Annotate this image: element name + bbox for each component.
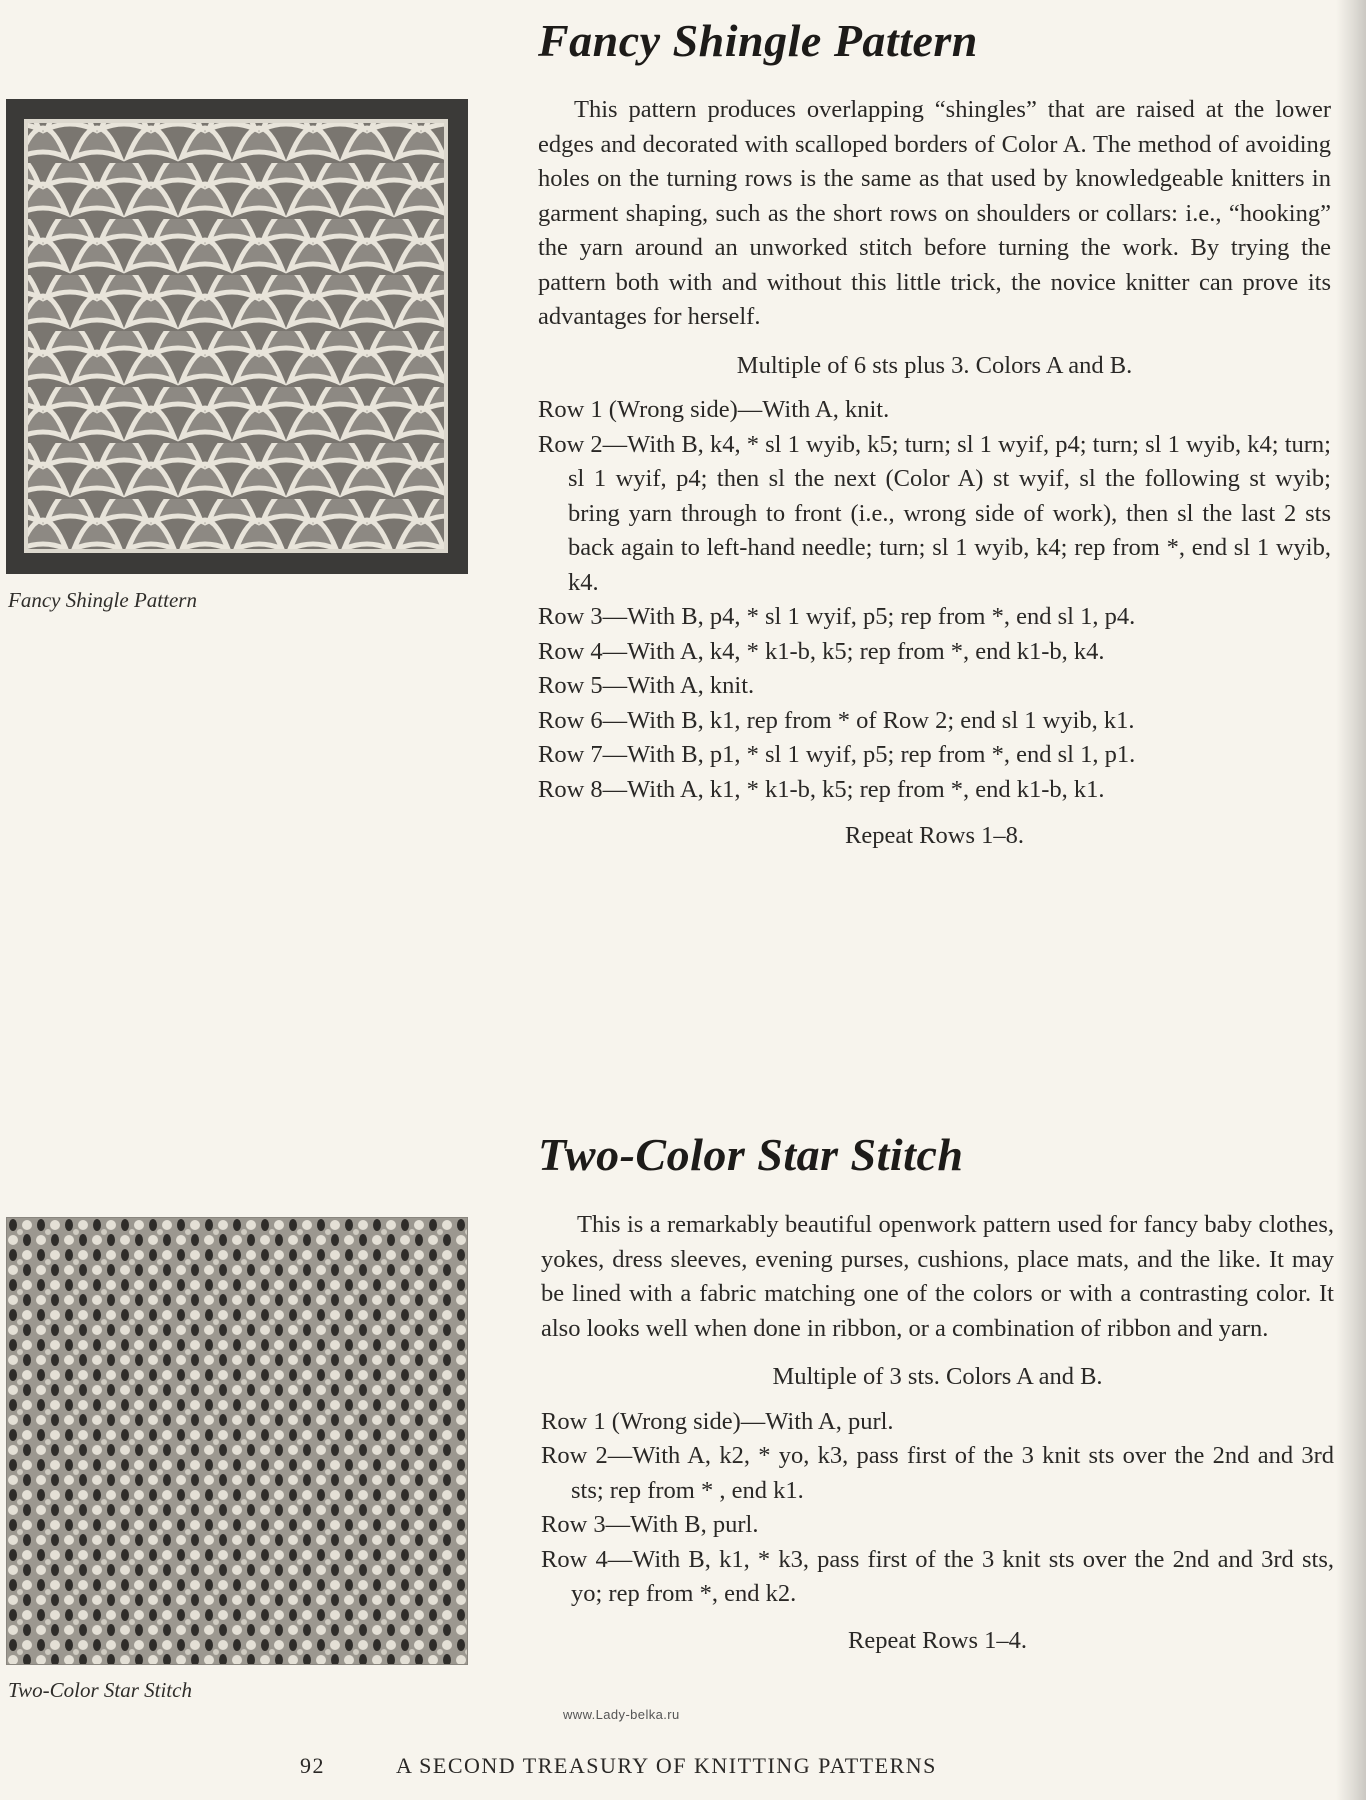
caption-two-color-star: Two-Color Star Stitch <box>8 1678 192 1702</box>
instruction-row: Row 4—With B, k1, * k3, pass first of the 3 knit sts over the 2nd and 3rd sts, yo; rep from *, end k2. <box>541 1545 1334 1607</box>
section-title-two-color-star: Two-Color Star Stitch <box>538 1129 964 1180</box>
instruction-row: Row 1 (Wrong side)—With A, purl. <box>541 1407 894 1435</box>
multiple-line: Multiple of 6 sts plus 3. Colors A and B. <box>736 351 1133 379</box>
instruction-row: Row 4—With A, k4, * k1-b, k5; rep from *, end k1-b, k4. <box>538 637 1105 665</box>
book-title: A SECOND TREASURY OF KNITTING PATTERNS <box>396 1753 937 1778</box>
page-edge-shadow <box>1336 0 1366 1800</box>
instruction-row: Row 6—With B, k1, rep from * of Row 2; end sl 1 wyib, k1. <box>538 706 1135 734</box>
intro-paragraph: This pattern produces overlapping “shingles” that are raised at the lower edges and decorated with scalloped borders of Color A. The method of avoiding holes on the turning rows is the same as that used by knowledgeable knitters in garment shaping, such as the short rows on shoulders or collars: i.e., “hooking” the yarn around an unworked stitch before turning the work. By trying the pattern both with and without this little trick, the novice knitter can prove its advantages for herself. <box>538 96 1331 330</box>
instruction-row: Row 5—With A, knit. <box>538 672 755 699</box>
section-body-fancy-shingle <box>538 93 1331 854</box>
instruction-rows <box>541 1405 1334 1612</box>
instruction-row: Row 3—With B, purl. <box>541 1511 759 1538</box>
repeat-line: Repeat Rows 1–4. <box>848 1626 1027 1654</box>
photo-fancy-shingle-swatch <box>6 99 468 574</box>
multiple-line: Multiple of 3 sts. Colors A and B. <box>772 1363 1103 1390</box>
instruction-row: Row 3—With B, p4, * sl 1 wyif, p5; rep from *, end sl 1, p4. <box>538 603 1136 630</box>
repeat-line: Repeat Rows 1–8. <box>845 822 1024 849</box>
intro-paragraph: This is a remarkably beautiful openwork pattern used for fancy baby clothes, yokes, dress sleeves, evening purses, cushions, place mats, and the like. It may be lined with a fabric matching one of the colors or with a contrasting color. It also looks well when done in ribbon, or a combination of ribbon and yarn. <box>541 1211 1334 1342</box>
section-title-fancy-shingle: Fancy Shingle Pattern <box>538 15 978 66</box>
section-body-two-color-star <box>541 1208 1334 1658</box>
instruction-row: Row 1 (Wrong side)—With A, knit. <box>538 396 890 423</box>
instruction-row: Row 2—With B, k4, * sl 1 wyib, k5; turn; sl 1 wyif, p4; turn; sl 1 wyib, k4; turn; sl 1 wyif, p4; then sl the next (Color A) st wyif, sl the following st wyib; bring yarn through to front (i.e., wrong side of work), then sl the last 2 sts back again to left-hand needle; turn; sl 1 wyib, k4; rep from *, end sl 1 wyib, k4. <box>538 430 1331 596</box>
page-number: 92 <box>300 1753 325 1778</box>
instruction-rows <box>538 393 1331 807</box>
instruction-row: Row 2—With A, k2, * yo, k3, pass first of the 3 knit sts over the 2nd and 3rd sts; rep from * , end k1. <box>541 1442 1334 1504</box>
photo-two-color-star-swatch <box>6 1217 468 1665</box>
watermark-url: www.Lady-belka.ru <box>563 1707 680 1722</box>
instruction-row: Row 7—With B, p1, * sl 1 wyif, p5; rep from *, end sl 1, p1. <box>538 741 1136 768</box>
caption-fancy-shingle: Fancy Shingle Pattern <box>8 588 197 612</box>
instruction-row: Row 8—With A, k1, * k1-b, k5; rep from *, end k1-b, k1. <box>538 775 1105 803</box>
